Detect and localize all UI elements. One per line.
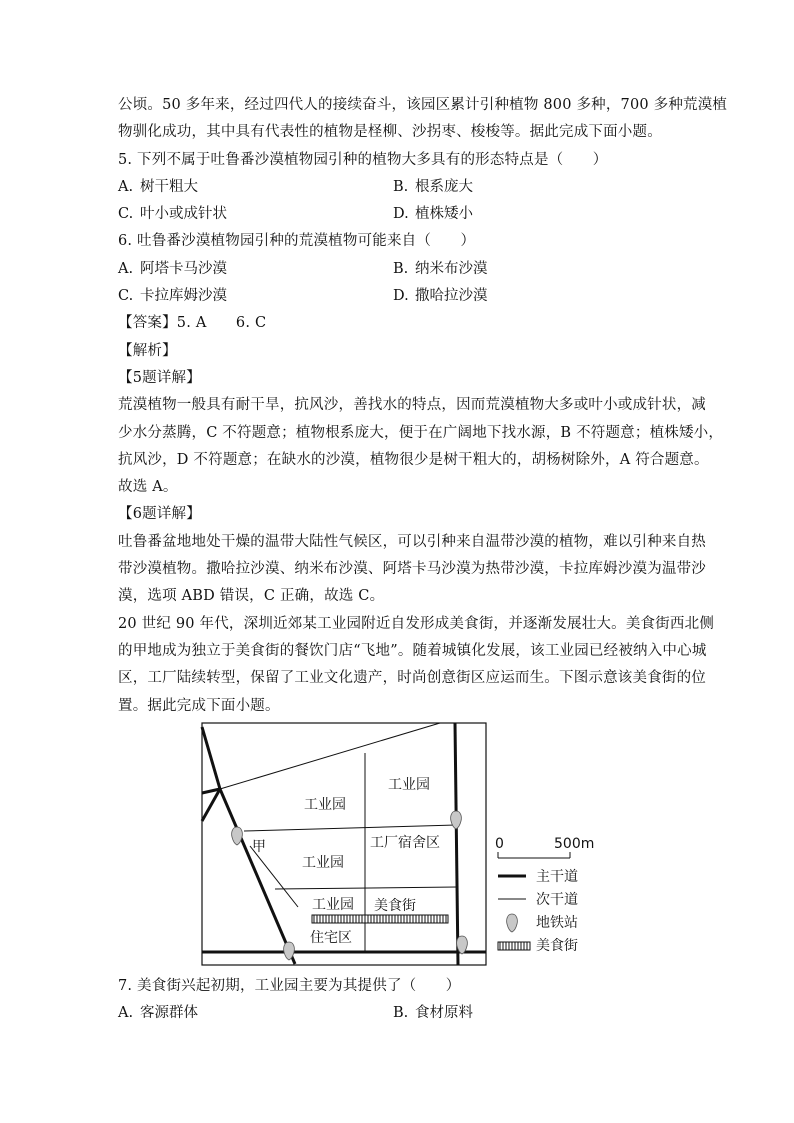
legend-secondary-road-label: 次干道 [536,892,578,908]
scale-zero: 0 [495,836,504,852]
question-5-options-row-2 [118,201,688,228]
metro-station-marker [232,827,243,845]
label-food-street: 美食街 [374,898,416,914]
label-industrial-park: 工业园 [312,897,354,913]
food-street-hatch [312,915,448,923]
legend-metro-swatch [507,914,518,932]
legend-metro-label: 地铁站 [536,915,578,931]
detail-5-label: 【5题详解】 [118,369,201,386]
detail-6-line: 带沙漠植物。撒哈拉沙漠、纳米布沙漠、阿塔卡马沙漠为热带沙漠，卡拉库姆沙漠为温带沙 [118,561,706,578]
scale-length: 500m [554,836,595,852]
label-factory-dorm: 工厂宿舍区 [370,835,440,851]
intro2-line: 的甲地成为独立于美食街的餐饮门店“飞地”。随着城镇化发展，该工业园已经被纳入中心城 [118,642,707,659]
analysis-label: 【解析】 [118,342,177,359]
option-5b: B. 根系庞大 [393,178,473,195]
question-5-stem: 5. 下列不属于吐鲁番沙漠植物园引种的植物大多具有的形态特点是（ ） [118,151,608,168]
option-7b: B. 食材原料 [393,1005,473,1022]
question-6-stem: 6. 吐鲁番沙漠植物园引种的荒漠植物可能来自（ ） [118,233,476,250]
intro-line-2: 物驯化成功，其中具有代表性的植物是柽柳、沙拐枣、梭梭等。据此完成下面小题。 [118,124,662,141]
option-6d: D. 撒哈拉沙漠 [393,288,488,305]
secondary-road [275,887,457,889]
legend-main-road-label: 主干道 [536,869,578,885]
option-5c: C. 叶小或成针状 [118,206,227,223]
detail-5-line: 故选 A。 [118,479,178,496]
question-7-options-row-1 [118,1000,688,1027]
option-6b: B. 纳米布沙漠 [393,260,488,277]
intro-line-1: 公顷。50 多年来，经过四代人的接续奋斗，该园区累计引种植物 800 多种，700 多种荒漠植 [118,97,728,113]
scale-bar [495,836,594,858]
map-svg [200,721,605,971]
legend-food-street-label: 美食街 [536,938,578,954]
option-6a: A. 阿塔卡马沙漠 [118,260,227,277]
option-5d: D. 植株矮小 [393,206,473,223]
intro2-line: 置。据此完成下面小题。 [118,697,280,714]
question-7-stem: 7. 美食街兴起初期，工业园主要为其提供了（ ） [118,978,461,994]
detail-6-label: 【6题详解】 [118,506,201,523]
secondary-road [244,825,456,831]
detail-5-line: 少水分蒸腾，C 不符题意；植物根系庞大，便于在广阔地下找水源，B 不符题意；植株矮小， [118,424,724,441]
question-6-options-row-2 [118,283,688,310]
main-road [455,723,458,965]
label-jia: 甲 [252,839,266,855]
detail-6-line: 吐鲁番盆地地处干燥的温带大陆性气候区，可以引种来自温带沙漠的植物，难以引种来自热 [118,533,706,550]
document-body [118,92,728,720]
intro2-line: 区，工厂陆续转型，保留了工业文化遗产，时尚创意街区应运而生。下图示意该美食街的位 [118,670,706,687]
option-6c: C. 卡拉库姆沙漠 [118,288,227,305]
question-6-options-row-1 [118,256,688,283]
main-road [220,789,295,964]
main-road [202,727,220,789]
map-legend [498,869,578,954]
label-industrial-park: 工业园 [302,855,344,871]
detail-6-line: 漠，选项 ABD 错误，C 正确，故选 C。 [118,588,385,605]
option-7a: A. 客源群体 [118,1005,198,1022]
option-5a: A. 树干粗大 [118,178,198,195]
intro2-line: 20 世纪 90 年代，深圳近郊某工业园附近自发形成美食街，并逐渐发展壮大。美食街西北侧 [118,615,715,632]
metro-station-marker [451,811,462,829]
answer-line: 【答案】5. A 6. C [118,315,267,332]
detail-5-line: 荒漠植物一般具有耐干旱，抗风沙，善找水的特点，因而荒漠植物大多或叶小或成针状，减 [118,397,706,414]
detail-5-line: 抗风沙，D 不符题意；在缺水的沙漠，植物很少是树干粗大的，胡杨树除外，A 符合题意。 [118,451,709,468]
question-5-options-row-1 [118,174,688,201]
food-street-map [200,721,605,971]
label-industrial-park: 工业园 [388,777,430,793]
label-industrial-park: 工业园 [304,797,346,813]
question-7 [118,973,688,1028]
label-residential: 住宅区 [310,930,352,946]
